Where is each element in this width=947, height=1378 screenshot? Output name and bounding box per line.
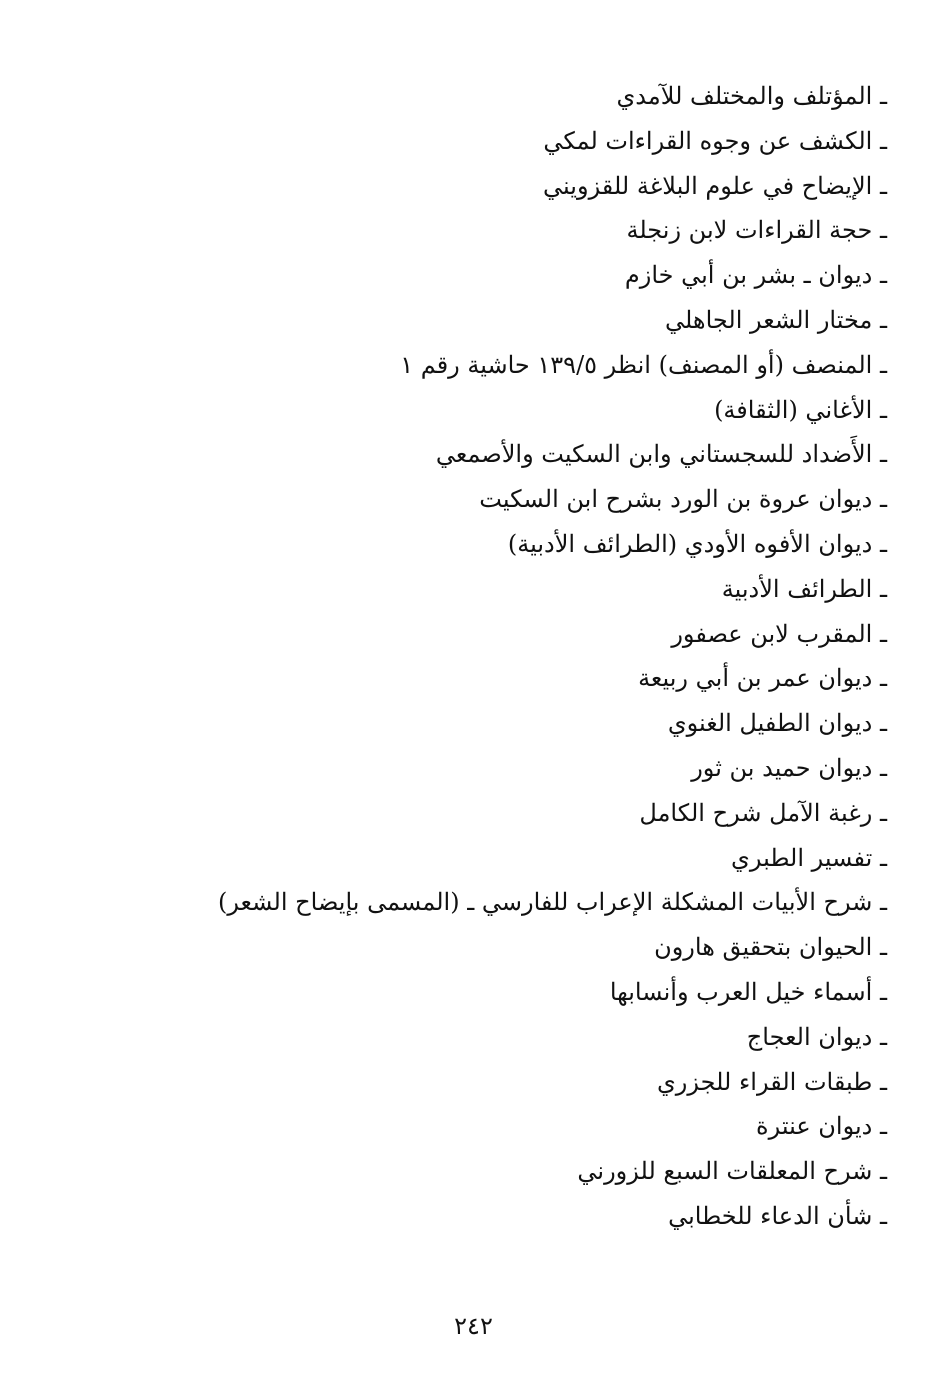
list-item: ـ المنصف (أو المصنف) انظر ١٣٩/٥ حاشية رقم ١: [400, 350, 887, 379]
list-item: ـ ديوان ـ بشر بن أبي خازم: [624, 261, 887, 290]
list-item: ـ ديوان حميد بن ثور: [691, 753, 887, 782]
list-item: ـ ديوان العجاج: [746, 1022, 887, 1051]
list-item: ـ الإيضاح في علوم البلاغة للقزويني: [543, 171, 887, 200]
list-item: ـ الطرائف الأدبية: [721, 574, 887, 603]
bibliography-list: [127, 74, 887, 1239]
list-item: ـ الكشف عن وجوه القراءات لمكي: [543, 126, 887, 155]
list-item: ـ ديوان عمر بن أبي ربيعة: [638, 664, 887, 693]
page-number: ٢٤٢: [454, 1312, 493, 1340]
list-item: ـ ديوان عنترة: [756, 1112, 887, 1141]
list-item: ـ المؤتلف والمختلف للآمدي: [616, 82, 887, 110]
list-item: ـ تفسير الطبري: [731, 843, 887, 872]
list-item: ـ الأَضداد للسجستاني وابن السكيت والأصمعي: [435, 440, 887, 469]
list-item: ـ ديوان الطفيل الغنوي: [667, 709, 887, 738]
list-item: ـ شرح الأبيات المشكلة الإعراب للفارسي ـ (المسمى بإيضاح الشعر): [217, 888, 887, 917]
list-item: ـ ديوان الأفوه الأودي (الطرائف الأدبية): [507, 529, 887, 558]
list-item: ـ أسماء خيل العرب وأنسابها: [609, 977, 887, 1006]
list-item: ـ طبقات القراء للجزري: [657, 1067, 887, 1096]
list-item: ـ المقرب لابن عصفور: [671, 619, 887, 648]
list-item: ـ شأن الدعاء للخطابي: [668, 1201, 887, 1230]
list-item: ـ ديوان عروة بن الورد بشرح ابن السكيت: [479, 485, 887, 514]
list-item: ـ مختار الشعر الجاهلي: [664, 305, 887, 334]
list-item: ـ رغبة الآمل شرح الكامل: [639, 798, 887, 827]
list-item: ـ شرح المعلقات السبع للزورني: [577, 1157, 887, 1186]
list-item: ـ حجة القراءات لابن زنجلة: [626, 216, 887, 245]
list-item: ـ الأغاني (الثقافة): [714, 395, 887, 424]
list-item: ـ الحيوان بتحقيق هارون: [654, 933, 887, 962]
